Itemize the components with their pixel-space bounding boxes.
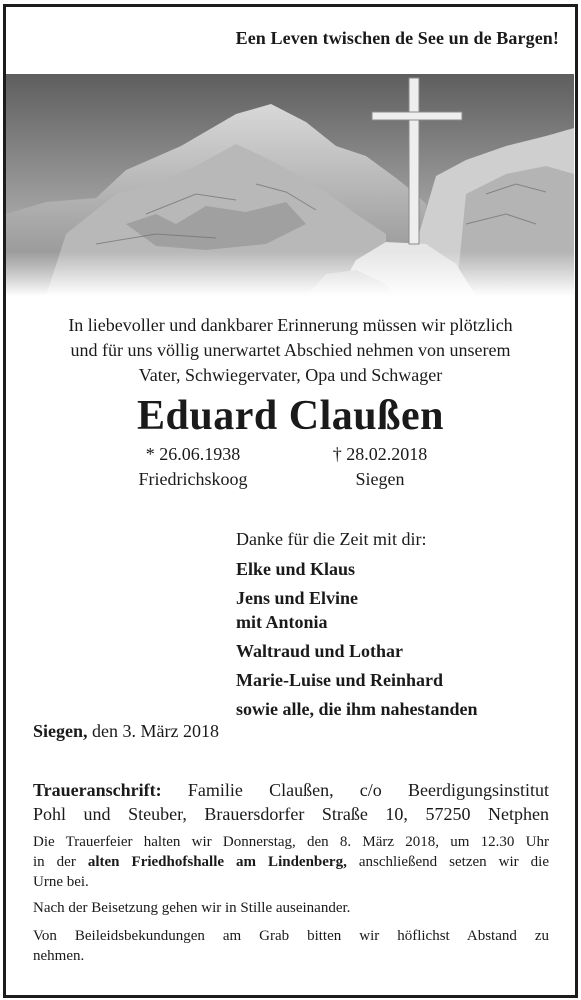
funeral-pre: in der [33, 854, 76, 870]
burial-notice: Nach der Beisetzung gehen wir in Stille auseinander. [33, 900, 351, 916]
condolence-notice [33, 926, 549, 966]
funeral-line-3: Urne bei. [33, 874, 89, 890]
funeral-line-2 [33, 852, 549, 872]
birth-date: * 26.06.1938 [145, 444, 241, 464]
intro-line: und für uns völlig unerwartet Abschied nehmen von unserem [70, 340, 511, 360]
death-info [300, 442, 460, 492]
family-line: Jens und Elvine [236, 588, 359, 608]
death-date: † 28.02.2018 [332, 444, 428, 464]
condolence-line-1: Von Beileidsbekundungen am Grab bitten wir höflichst Abstand zu [33, 928, 549, 944]
family-line: Elke und Klaus [236, 559, 356, 579]
mourning-address [33, 778, 549, 826]
intro-text [0, 313, 581, 388]
address-label: Traueranschrift: [33, 780, 162, 800]
funeral-line-1: Die Trauerfeier halten wir Donnerstag, den 8. März 2018, um 12.30 Uhr [33, 834, 549, 850]
birth-place: Friedrichskoog [138, 469, 248, 489]
family-entry [236, 586, 478, 634]
thanks-block [236, 527, 478, 726]
family-entry [236, 697, 478, 721]
family-line: sowie alle, die ihm nahestanden [236, 699, 478, 719]
address-line-2: Pohl und Steuber, Brauersdorfer Straße 10, 57250 Netphen [33, 804, 549, 824]
family-entry [236, 557, 478, 581]
intro-line: Vater, Schwiegervater, Opa und Schwager [138, 365, 443, 385]
address-text: Familie Claußen, c/o Beerdigungsinstitut [187, 780, 550, 800]
place-date [33, 721, 219, 742]
funeral-post: anschließend setzen wir die [358, 854, 549, 870]
mountain-cross-photo [6, 74, 574, 296]
condolence-line-2: nehmen. [33, 948, 85, 964]
family-line: mit Antonia [236, 612, 328, 632]
funeral-notice [33, 832, 549, 892]
deceased-name: Eduard Claußen [137, 393, 444, 439]
motto: Een Leven twischen de See un de Bargen! [235, 28, 559, 48]
family-entry [236, 668, 478, 692]
funeral-venue: alten Friedhofshalle am Lindenberg, [87, 854, 347, 870]
date: den 3. März 2018 [92, 721, 219, 741]
death-place: Siegen [355, 469, 405, 489]
birth-info [118, 442, 268, 492]
family-line: Marie-Luise und Reinhard [236, 670, 444, 690]
intro-line: In liebevoller und dankbarer Erinnerung müssen wir plötzlich [68, 315, 513, 335]
family-line: Waltraud und Lothar [236, 641, 404, 661]
family-entry [236, 639, 478, 663]
thanks-lead: Danke für die Zeit mit dir: [236, 529, 427, 549]
address-line-1 [33, 778, 549, 802]
place: Siegen, [33, 721, 88, 741]
